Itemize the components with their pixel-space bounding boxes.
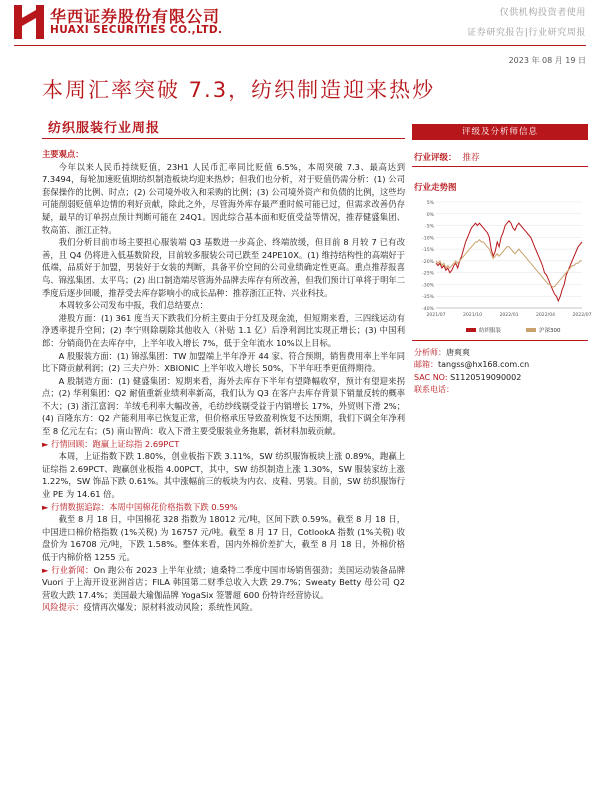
report-body — [42, 148, 405, 790]
sidebar-divider — [412, 340, 588, 341]
bullet-icon: ► — [42, 564, 49, 575]
body-paragraph: 今年以来人民币持续贬值，23H1 人民币汇率同比贬值 6.5%，本周突破 7.3、最高达到 7.3494，每轮加速贬值期纺织制造板块均迎来热炒；但我们也分析，对于贬值仍需分析：(1) 公司套保操作的比例、时点；(2) 公司境外收入和采购的比例；(3) 公司境外资产和负债的比例，这些均可能削弱贬值单边情的利好贡献，除此之外，尽管海外库存最严重时候可能已过，但需求改善仍存疑，最早的订单拐点预计判断可能在 24Q1。因此综合基本面和贬值受益等情况，推荐健盛集团、牧高笛、浙江正特。 — [42, 161, 405, 235]
y-tick-label: -15% — [422, 248, 434, 254]
email-label: 邮箱： — [414, 360, 438, 370]
legend-swatch — [466, 328, 476, 332]
header-tagline: 仅供机构投资者使用 — [499, 8, 586, 18]
body-paragraph: A 股服装方面：(1) 锦泓集团：TW 加盟端上半年净开 44 家、符合预期，销售费用率上半年同比下降贡献利润；(2) 三夫户外：XBIONIC 上半年收入增长 50%，下半年旺季更值得期待。 — [42, 350, 405, 374]
section-news: 行业新闻： — [51, 564, 94, 575]
sidebar — [412, 124, 592, 397]
trend-chart — [412, 196, 592, 340]
subtitle-divider — [42, 138, 405, 139]
section-data-tracking: 行情数据追踪：本周中国棉花价格指数下跌 0.59% — [51, 501, 238, 512]
x-tick-label: 2022/07 — [572, 313, 592, 318]
rating-label: 行业评级： — [414, 153, 457, 163]
body-paragraph: 本周，上证指数下跌 1.80%，创业板指下跌 3.11%，SW 纺织服饰板块上涨 0.89%，跑赢上证综指 2.69PCT、跑赢创业板指 4.00PCT，其中，SW 纺织制造上涨 1.30%，SW 服装家纺上涨 1.22%，SW 饰品下跌 0.61%。其中涨幅前三的板块为内衣、皮鞋、男装。目前，SW 纺织服饰行业 PE 为 14.61 倍。 — [42, 451, 405, 500]
header-report-type: 证券研究报告|行业研究周报 — [467, 28, 586, 38]
y-tick-label: -35% — [422, 295, 434, 301]
x-tick-label: 2022/04 — [535, 313, 556, 318]
legend-swatch — [526, 328, 536, 332]
y-tick-label: -25% — [422, 271, 434, 277]
y-tick-label: -20% — [422, 259, 434, 265]
trend-chart-svg — [412, 196, 592, 340]
contact-label: 联系电话： — [414, 385, 454, 395]
analyst-name: 唐爽爽 — [446, 348, 470, 357]
report-title: 本周汇率突破 7.3，纺织制造迎来热炒 — [42, 78, 436, 102]
risk-label: 风险提示： — [42, 602, 84, 613]
x-tick-label: 2021/10 — [462, 313, 483, 318]
report-header — [0, 0, 600, 52]
bullet-icon: ► — [42, 438, 49, 449]
sidebar-header: 评级及分析师信息 — [412, 124, 588, 140]
huaxi-logo-icon — [14, 5, 44, 39]
header-divider — [14, 45, 586, 46]
y-tick-label: -40% — [422, 307, 434, 312]
y-tick-label: -10% — [422, 236, 434, 242]
body-paragraph: 我们分析目前市场主要担心服装端 Q3 基数进一步高企、终端放缓，但目前 8 月较 7 已有改善，且 Q4 仍将进入低基数阶段，目前较多服装公司已跌至 24PE10X。(1) 维持结构性的高端好于低端，品质好于加盟，男装好于女装的判断，具备平价空间的公司业绩确定性更高。重点推荐报喜鸟、锦泓集团、太平鸟；(2) 出口制造端尽管海外品牌去库存有所改善，但我们预计订单将于明年二季度后逐步回暖，推荐受去库存影响小的成长品种：推荐浙江正特、兴业科技。 — [42, 237, 405, 298]
body-paragraph: 港股方面：(1) 361 度当天下跌我们分析主要由于分红及现金流，但短期来看，三四线运动有净透率提升空间；(2) 李宁则除剔除其他收入（补贴 1.1 亿）后净利润比实现正增长；(3) 中国利郎：分销商仍在去库存中，上半年收入增长 7%，低于全年流水 10%以上目标。 — [42, 312, 405, 348]
analyst-label: 分析师： — [414, 348, 446, 357]
industry-rating — [412, 150, 588, 166]
y-tick-label: -30% — [422, 283, 434, 289]
body-paragraph: 截至 8 月 18 日，中国棉花 328 指数为 18012 元/吨，区间下跌 0.59%。截至 8 月 18 日，中国进口棉价格指数 (1%关税) 为 16757 元/吨。截至 8 月 17 日，CotlookA 指数 (1%关税) 收盘价为 16708 元/吨，下跌 1.58%。整体来看，国内外棉价差扩大，截至 8 月 18 日，外棉价格低于内棉价格 1255 元。 — [42, 514, 405, 562]
sac-number: S1120519090002 — [450, 372, 522, 382]
section-market-review: 行情回顾：跑赢上证综指 2.69PCT — [51, 438, 180, 449]
x-tick-label: 2021/07 — [426, 313, 446, 318]
report-date: 2023 年 08 月 19 日 — [508, 56, 586, 65]
body-paragraph: 本周较多公司发布中报，我们总结要点： — [58, 300, 208, 311]
legend-label: 纺织服装 — [479, 328, 502, 334]
sidebar-divider — [412, 166, 588, 167]
sac-label: SAC NO: — [414, 372, 448, 382]
company-name-en: HUAXI SECURITIES CO.,LTD. — [50, 24, 223, 36]
trend-chart-title: 行业走势图 — [414, 183, 457, 193]
y-tick-label: 5% — [426, 201, 434, 206]
legend-label: 沪深300 — [539, 328, 561, 334]
analyst-info — [412, 347, 588, 397]
series-line — [436, 240, 582, 287]
analyst-email[interactable]: tangss@hx168.com.cn — [438, 360, 530, 370]
y-tick-label: 0% — [426, 212, 434, 218]
section-main-label: 主要观点： — [42, 149, 84, 159]
report-subtitle: 纺织服装行业周报 — [48, 121, 161, 136]
bullet-icon: ► — [42, 501, 49, 512]
body-paragraph: On 跑公布 2023 上半年业绩；迪桑特二季度中国市场销售强劲；美国运动装备品牌 Vuori 于上海开设亚洲首店；FILA 韩国第二财季总收入大跌 29.7%；Sweaty Betty 母公司 Q2 营收大跌 17.4%；美国最大瑜伽品牌 YogaSix 签署超 600 份特许经营协议。 — [42, 564, 405, 600]
body-paragraph: A 股制造方面：(1) 健盛集团：短期来看，海外去库存下半年有望降幅收窄，预计有望迎来拐点；(2) 华利集团：Q2 耐值重新业绩利率新高，我们认为 Q3 在客户去库存背景下销量反转的概率不大；(3) 浙江富润：羊绒毛利率大幅改善，毛纺纱线剔受益于内销增长 17%，外贸则下滑 2%；(4) 百隆东方：Q2 产能利用率已恢复正常，但价格承压导致盈利恢复不达预期，我们下调全年净利至 8 亿元左右；(5) 南山智尚：收入下滑主要受服装业务拖累，新材料加载贡献。 — [42, 375, 405, 437]
rating-value: 推荐 — [462, 153, 480, 163]
company-name-cn: 华西证券股份有限公司 — [50, 7, 221, 26]
y-tick-label: -5% — [425, 224, 434, 230]
risk-text: 疫情再次爆发；原材料波动风险；系统性风险。 — [83, 602, 258, 613]
x-tick-label: 2022/01 — [499, 313, 519, 318]
